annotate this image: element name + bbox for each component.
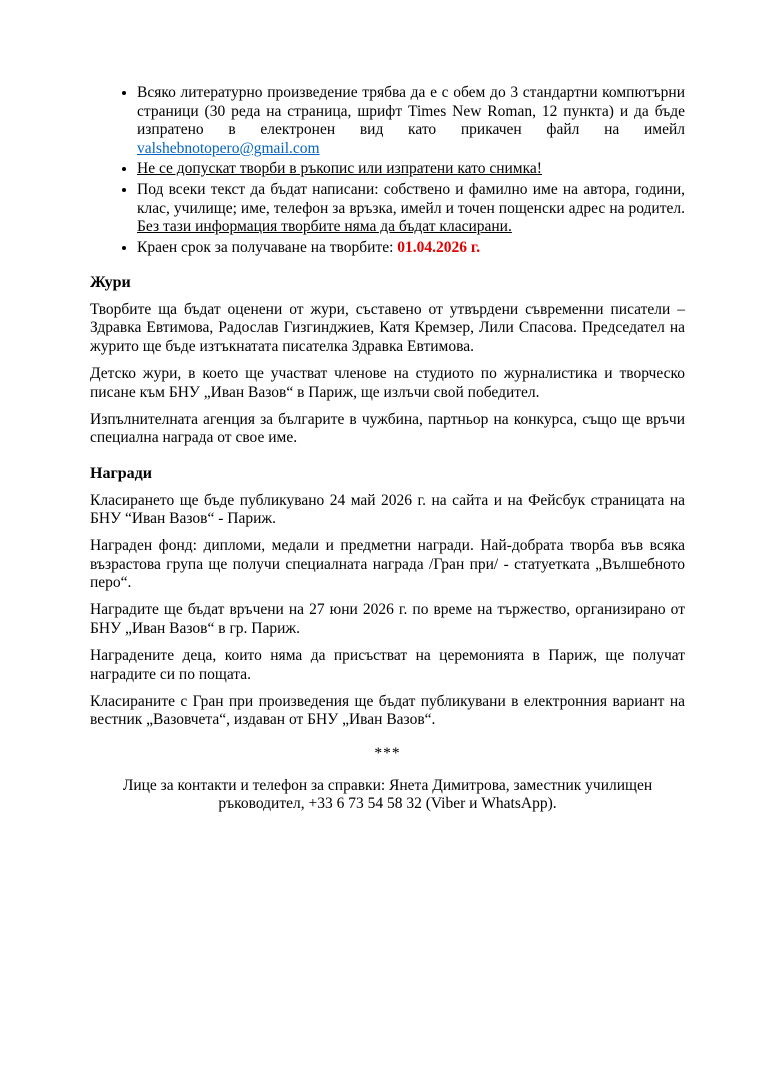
rule-item-volume xyxy=(137,84,685,158)
rule-item-author-info xyxy=(137,181,685,237)
rule-item-deadline xyxy=(137,239,685,258)
rule-item-no-handwriting xyxy=(137,160,685,179)
rule-volume-text: Всяко литературно произведение трябва да е с обем до 3 стандартни компютърни страници (30 реда на страница, шрифт Times New Roman, 12 пункта) и да бъде изпратено в електронен вид като прикачен файл на имейл xyxy=(137,84,685,139)
awards-paragraph-4: Наградените деца, които няма да присъстват на церемонията в Париж, ще получат наградите си по пощата. xyxy=(90,647,685,683)
awards-paragraph-2: Награден фонд: дипломи, медали и предметни награди. Най-добрата творба във всяка възрастова група ще получи специалната награда /Гран при/ - статуетката „Вълшебното перо“. xyxy=(90,537,685,592)
rules-list xyxy=(90,84,685,257)
rule-author-info-text: Под всеки текст да бъдат написани: собствено и фамилно име на автора, години, клас, училище; име, телефон за връзка, имейл и точен пощенски адрес на родител. xyxy=(137,180,685,217)
rule-no-handwriting-text: Не се допускат творби в ръкопис или изпратени като снимка! xyxy=(137,160,542,178)
jury-heading: Жури xyxy=(90,274,131,292)
rule-deadline-text: Краен срок за получаване на творбите: xyxy=(137,238,394,256)
awards-paragraph-5: Класираните с Гран при произведения ще бъдат публикувани в електронния вариант на вестник „Вазовчета“, издаван от БНУ „Иван Вазов“. xyxy=(90,692,685,729)
jury-paragraph-3: Изпълнителната агенция за българите в чужбина, партньор на конкурса, също ще връчи специална награда от свое име. xyxy=(90,410,685,447)
awards-paragraph-1: Класирането ще бъде публикувано 24 май 2026 г. на сайта и на Фейсбук страницата на БНУ “Иван Вазов“ - Париж. xyxy=(90,491,685,528)
email-link[interactable]: valshebnotopero@gmail.com xyxy=(137,139,320,157)
awards-heading: Награди xyxy=(90,465,152,482)
contact-info: Лице за контакти и телефон за справки: Янета Димитрова, заместник училищен ръководител, +33 6 73 54 58 32 (Viber и WhatsApp). xyxy=(122,776,653,813)
deadline-date: 01.04.2026 г. xyxy=(397,238,481,256)
jury-paragraph-1: Творбите ща бъдат оценени от жури, съставено от утвърдени съвременни писатели – Здравка Евтимова, Радослав Гизгинджиев, Катя Кремзер, Лили Спасова. Председател на журито ще бъде изтъкнатата писателка Здравка Евтимова. xyxy=(90,300,685,356)
section-separator: *** xyxy=(374,745,401,763)
awards-paragraph-3: Наградите ще бъдат връчени на 27 юни 2026 г. по време на тържество, организирано от БНУ „Иван Вазов“ в гр. Париж. xyxy=(90,601,685,638)
rule-author-info-warning: Без тази информация творбите няма да бъдат класирани. xyxy=(137,218,512,236)
jury-paragraph-2: Детско жури, в което ще участват членове на студиото по журналистика и творческо писане към БНУ „Иван Вазов“ в Париж, ще излъчи свой победител. xyxy=(90,365,685,401)
